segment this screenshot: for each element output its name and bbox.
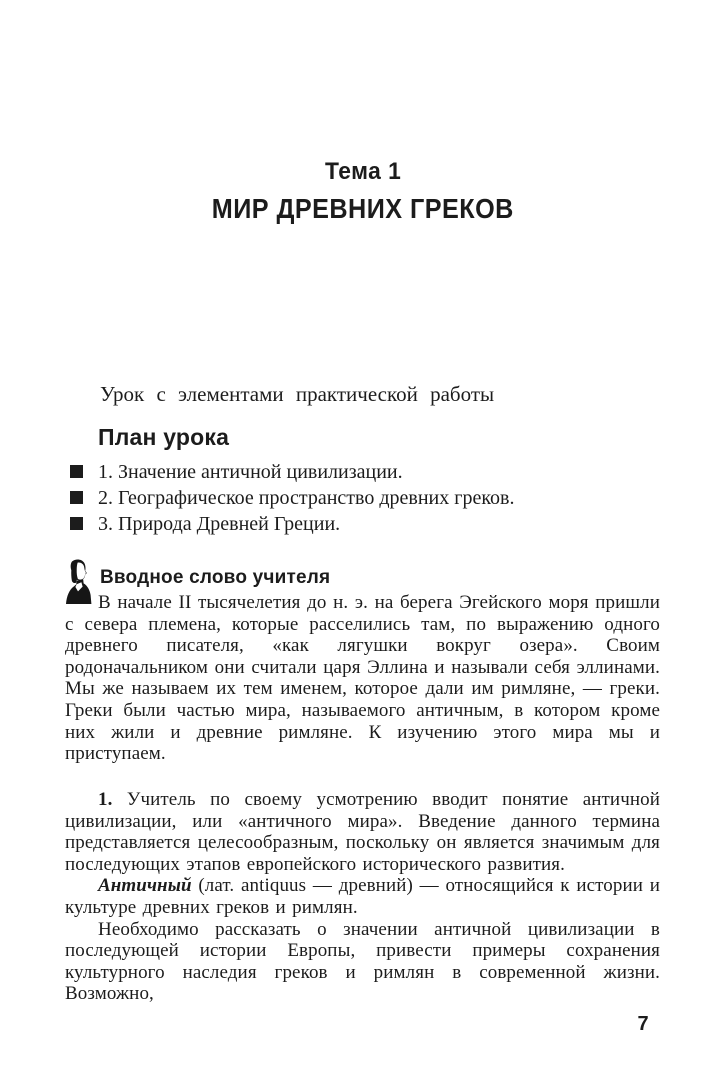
- square-bullet-icon: [70, 491, 83, 504]
- square-bullet-icon: [70, 465, 83, 478]
- topic-title-text: МИР ДРЕВНИХ ГРЕКОВ: [211, 193, 514, 224]
- topic-label: Тема 1: [324, 158, 402, 185]
- method-notes-block: [65, 789, 660, 1005]
- teacher-intro-heading: Вводное слово учителя: [100, 567, 331, 588]
- term-word: Античный: [98, 875, 192, 897]
- plan-item-text: 2. Географическое пространство древних греков.: [98, 487, 515, 509]
- term-definition-text: (лат. antiquus — древний) — относящийся к истории и культуре древних греков и римлян.: [65, 875, 661, 918]
- list-item: [65, 511, 660, 537]
- plan-item-text: 3. Природа Древней Греции.: [98, 513, 341, 535]
- continuation-paragraph: Необходимо рассказать о значении античной цивилизации в последующей истории Европы, привести примеры сохранения культурного наследия греков и римлян в современной жизни. Возможно,: [65, 918, 660, 1005]
- lesson-type-line: Урок с элементами практической работы: [100, 382, 495, 406]
- point-text: Учитель по своему усмотрению вводит понятие античной цивилизации, или «античного мира». Введение данного термина представляется целесообразным, поскольку он является значимым для последующих этапов европейского исторического развития.: [65, 789, 660, 875]
- topic-title-block: [0, 158, 726, 225]
- square-bullet-icon: [70, 517, 83, 530]
- list-item: [65, 459, 660, 485]
- list-item: [65, 485, 660, 511]
- plan-list: [65, 459, 660, 537]
- topic-title: [0, 192, 726, 225]
- plan-heading: План урока: [98, 424, 230, 450]
- point-number: 1.: [98, 789, 113, 810]
- term-definition-paragraph: [65, 875, 660, 918]
- teacher-intro-paragraph: В начале II тысячелетия до н. э. на берега Эгейского моря пришли с севера племена, которые расселились там, по выражению одного древнего писателя, «как лягушки вокруг озера». Своим родоначальником они считали царя Эллина и называли себя эллинами. Мы же называем их тем именем, которое дали им римляне, — греки. Греки были частью мира, называемого античным, в котором кроме них жили и древние римляне. К изучению этого мира мы и приступаем.: [65, 592, 660, 765]
- method-point-paragraph: [65, 789, 660, 875]
- page-number: 7: [637, 1013, 649, 1035]
- plan-item-text: 1. Значение античной цивилизации.: [98, 461, 403, 483]
